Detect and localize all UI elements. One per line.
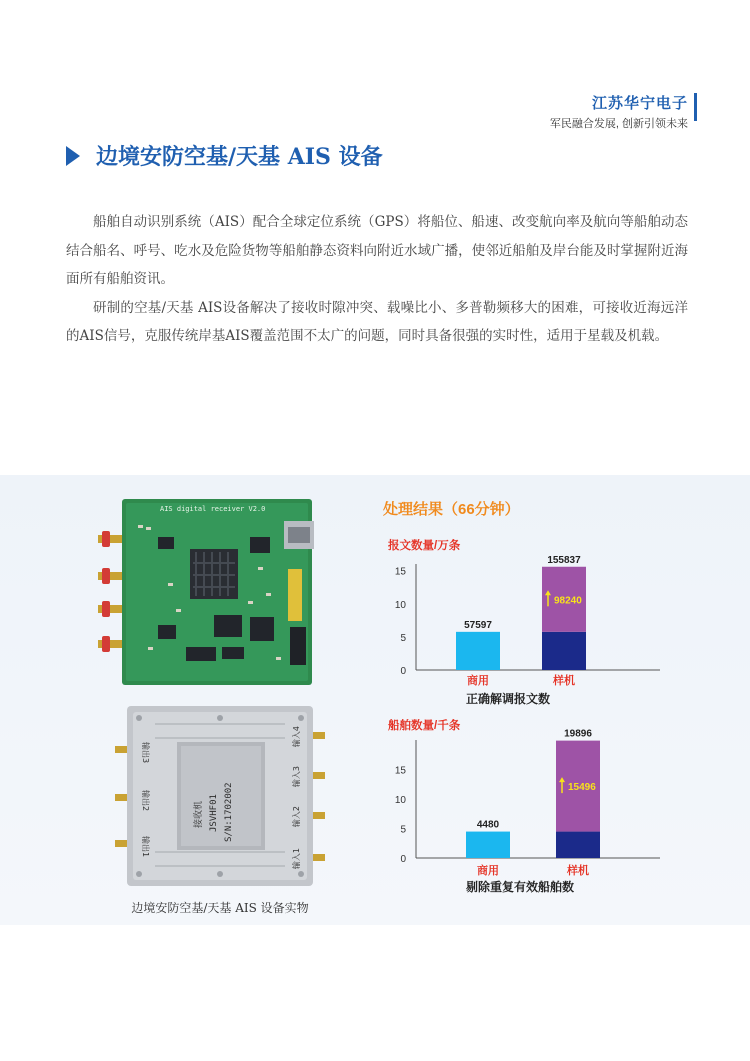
- data-label: 155837: [547, 554, 581, 566]
- chart-ships: [380, 730, 680, 878]
- y-tick-label: 5: [400, 824, 406, 836]
- increment-label: 15496: [568, 782, 596, 794]
- box-label-line: 接收机: [194, 800, 204, 828]
- increment-label: 98240: [554, 595, 582, 607]
- y-tick-label: 5: [400, 632, 406, 644]
- sma-connector-icon: [98, 531, 124, 652]
- y-tick-label: 0: [400, 666, 406, 677]
- x-tick-label: 商用: [467, 674, 489, 687]
- box-port-label: 输出1: [141, 836, 150, 858]
- bar-commercial: [456, 632, 500, 670]
- brand-block: [550, 92, 688, 131]
- receiver-board-photo: [98, 497, 330, 687]
- title-row: [66, 140, 383, 171]
- y-tick-label: 15: [394, 765, 406, 777]
- y-tick-label: 15: [394, 566, 406, 578]
- results-title: 处理结果（66分钟）: [383, 501, 520, 518]
- chart2-caption: 剔除重复有效船舶数: [466, 880, 575, 894]
- bar-commercial: [466, 832, 510, 858]
- intro-text: [66, 208, 688, 351]
- box-port-label: 输出3: [141, 742, 150, 764]
- box-label-line: JSVHF01: [209, 794, 219, 832]
- brand-name: 江苏华宁电子: [591, 95, 688, 112]
- bar-prototype-base: [542, 632, 586, 670]
- chart-messages-svg: [380, 548, 680, 688]
- y-tick-label: 0: [400, 854, 406, 865]
- x-tick-label: 样机: [567, 864, 589, 877]
- receiver-box-photo: [115, 702, 325, 890]
- box-port-label: 输入2: [292, 806, 301, 828]
- box-port-label: 输入1: [292, 848, 301, 870]
- photo-caption: 边境安防空基/天基 AIS 设备实物: [131, 901, 309, 915]
- brand-divider: [694, 93, 697, 121]
- chart2-ylabel: 船舶数量/千条: [388, 720, 461, 732]
- brand-slogan: 军民融合发展, 创新引领未来: [549, 118, 688, 130]
- data-label: 4480: [476, 819, 500, 831]
- chart-ships-svg: [380, 730, 680, 878]
- x-tick-label: 商用: [477, 864, 499, 877]
- triangle-bullet-icon: [66, 146, 80, 166]
- paragraph: 研制的空基/天基 AIS设备解决了接收时隙冲突、载噪比小、多普勒频移大的困难，可接收近海远洋的AIS信号，克服传统岸基AIS覆盖范围不太广的问题，同时具备很强的实时性，适用于星载及机载。: [66, 299, 688, 344]
- x-tick-label: 样机: [553, 674, 575, 687]
- box-port-label: 输出2: [141, 790, 150, 812]
- chart1-ylabel: 报文数量/万条: [388, 540, 461, 552]
- page-title: 边境安防空基/天基 AIS 设备: [96, 144, 383, 170]
- y-tick-label: 10: [394, 795, 406, 806]
- y-tick-label: 10: [394, 599, 406, 611]
- data-label: 57597: [464, 619, 492, 631]
- chart-messages: [380, 548, 680, 688]
- board-silkscreen: AIS digital receiver V2.0: [160, 505, 266, 513]
- data-label: 19896: [564, 728, 592, 740]
- box-label-line: S/N:1702002: [224, 782, 234, 842]
- bar-prototype-base: [556, 832, 600, 858]
- box-port-label: 输入3: [292, 766, 301, 788]
- chart1-caption: 正确解调报文数: [466, 692, 551, 706]
- box-port-label: 输入4: [292, 726, 301, 748]
- paragraph: 船舶自动识别系统（AIS）配合全球定位系统（GPS）将船位、船速、改变航向率及航向等船舶动态结合船名、呼号、吃水及危险货物等船舶静态资料向附近水域广播，使邻近船舶及岸台能及时掌握附近海面所有船舶资讯。: [66, 214, 688, 287]
